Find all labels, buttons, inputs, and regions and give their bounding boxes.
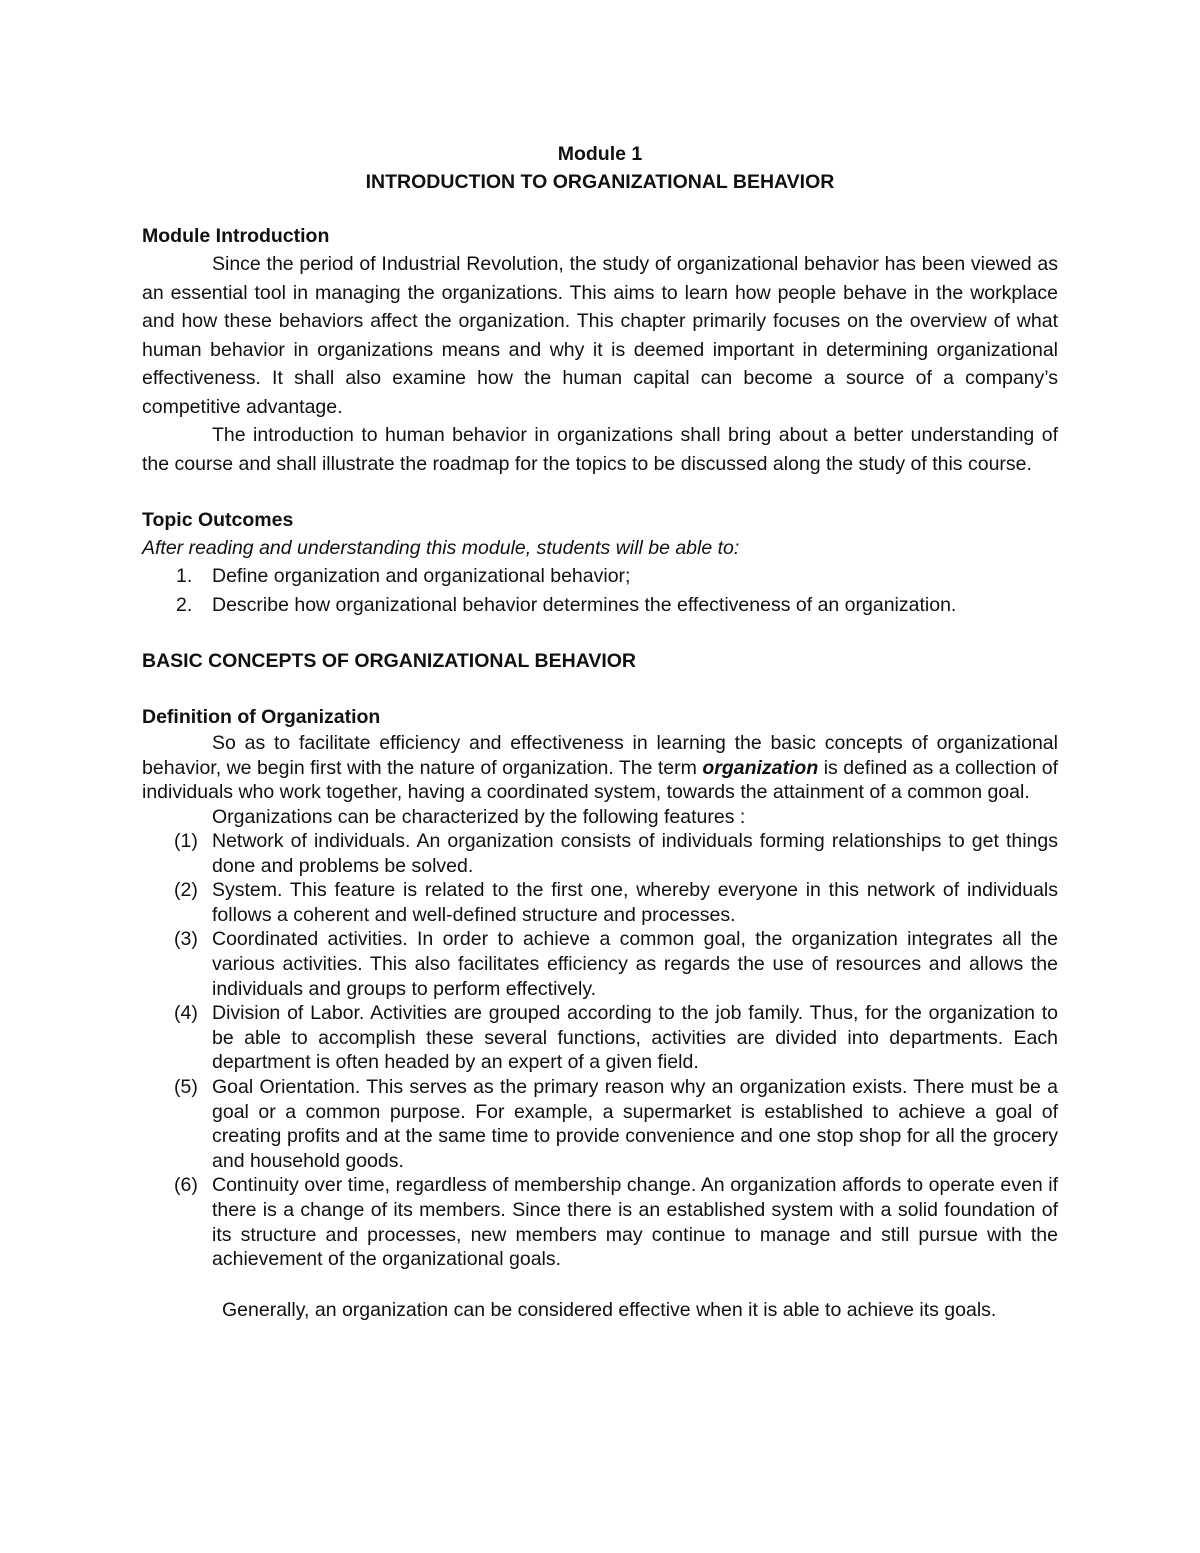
term-organization: organization [702,756,819,779]
module-intro-paragraph-2: The introduction to human behavior in organizations shall bring about a better understanding of the course and shall illustrate the roadmap for the topics to be discussed along the study of this course. [142,424,1058,475]
closing-paragraph: Generally, an organization can be considered effective when it is able to achieve its goals. [222,1298,997,1321]
topic-outcomes-heading: Topic Outcomes [142,509,294,531]
list-item-text: Define organization and organizational behavior; [212,565,631,587]
module-intro-paragraph-1: Since the period of Industrial Revolution, the study of organizational behavior has been viewed as an essential tool in managing the organizations. This aims to learn how people behave in the workplace and how these behaviors affect the organization. This chapter primarily focuses on the overview of what human behavior in organizations means and why it is deemed important in determining organizational effectiveness. It shall also examine how the human capital can become a source of a company’s competitive advantage. [142,253,1058,418]
list-item-number: (2) [174,879,198,902]
list-item-text: Coordinated activities. In order to achieve a common goal, the organization integrates all the various activities. This also facilitates efficiency as regards the use of resources and allows the individuals and groups to perform effectively. [212,928,1058,1000]
definition-heading: Definition of Organization [142,706,381,728]
list-item-number: (6) [174,1174,198,1197]
module-intro-heading: Module Introduction [142,225,330,247]
topic-outcomes-list [142,562,1058,619]
list-item-text: System. This feature is related to the first one, whereby everyone in this network of individuals follows a coherent and well-defined structure and processes. [212,879,1058,926]
list-item [142,1173,1058,1271]
list-item [142,829,1058,878]
topic-outcomes-lead: After reading and understanding this module, students will be able to: [142,537,740,559]
module-label: Module 1 [557,143,643,165]
list-item-text: Goal Orientation. This serves as the primary reason why an organization exists. There must be a goal or a common purpose. For example, a supermarket is established to achieve a goal of creating profits and at the same time to provide convenience and one stop shop for all the grocery and household goods. [212,1075,1058,1172]
document-page [142,140,1058,1322]
module-title: INTRODUCTION TO ORGANIZATIONAL BEHAVIOR [365,171,835,193]
list-item [142,591,1058,620]
list-item-number: (5) [174,1075,198,1098]
list-item-text: Division of Labor. Activities are grouped according to the job family. Thus, for the organization to be able to accomplish these several functions, activities are divided into departments. Each department is often headed by an expert of a given field. [212,1002,1058,1074]
list-item-number: (3) [174,928,198,951]
definition-text-before: So as to facilitate efficiency and effectiveness in learning the basic concepts of organizational behavior, we begin first with the nature of organization. The term [142,732,1058,779]
list-item-text: Describe how organizational behavior determines the effectiveness of an organization. [212,593,957,616]
list-item [142,1075,1058,1173]
basic-concepts-heading: BASIC CONCEPTS OF ORGANIZATIONAL BEHAVIOR [142,650,637,672]
list-item [142,1001,1058,1075]
list-item-number: (4) [174,1002,198,1025]
features-lead: Organizations can be characterized by the following features : [212,805,746,828]
list-item-number: (1) [174,830,198,852]
list-item-number: 2. [176,593,193,616]
definition-paragraph [142,731,1058,805]
features-list [142,829,1058,1272]
list-item [142,562,1058,591]
list-item [142,927,1058,1001]
list-item-number: 1. [176,565,193,587]
list-item-text: Continuity over time, regardless of membership change. An organization affords to operate even if there is a change of its members. Since there is an established system with a solid foundation of its structure and processes, new members may continue to manage and still pursue with the achievement of the organizational goals. [212,1174,1058,1271]
definition-text-after: is defined as a collection of individuals who work together, having a coordinated system, towards the attainment of a common goal. [142,756,1058,803]
list-item [142,878,1058,927]
list-item-text: Network of individuals. An organization consists of individuals forming relationships to get things done and problems be solved. [212,830,1058,877]
